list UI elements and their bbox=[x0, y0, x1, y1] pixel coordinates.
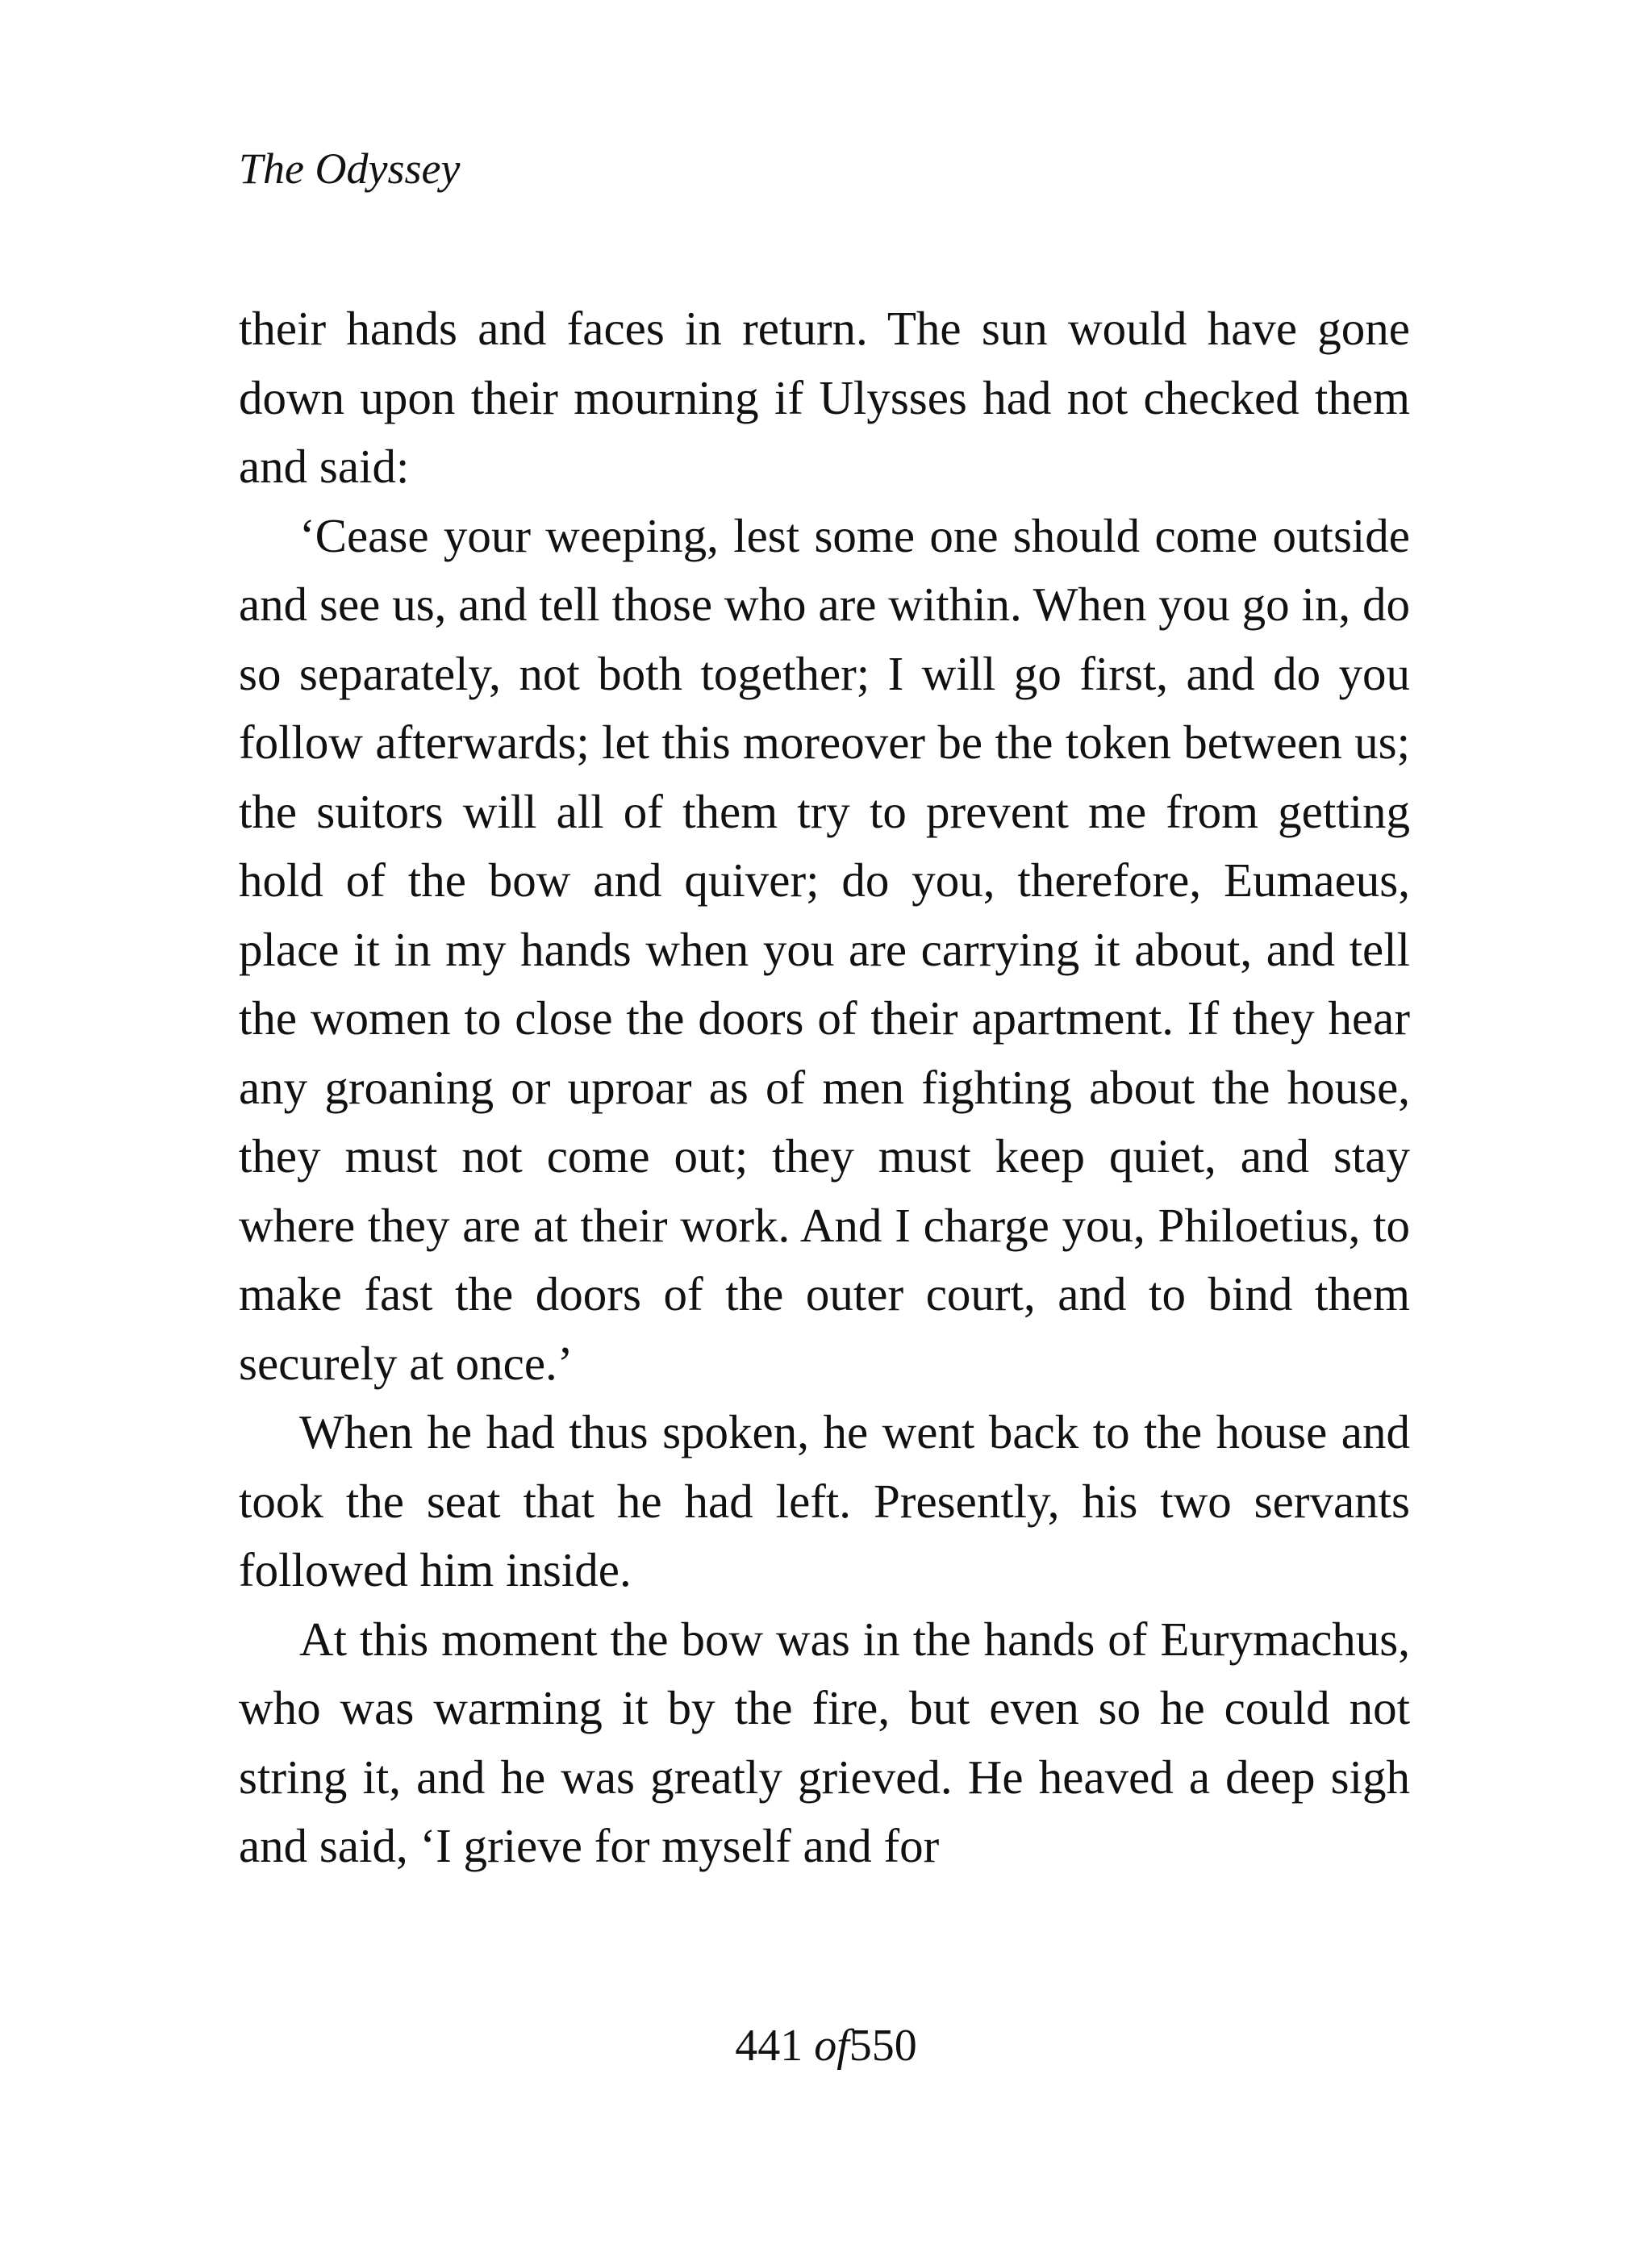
page-body-text bbox=[239, 294, 1410, 1881]
page-of-label: of bbox=[814, 2021, 849, 2071]
paragraph-3: When he had thus spoken, he went back to the house and took the seat that he had left. Presently, his two servants followed him inside. bbox=[239, 1405, 1410, 1596]
paragraph-4: At this moment the bow was in the hands of Eurymachus, who was warming it by the fire, but even so he could not string it, and he was greatly grieved. He heaved a deep sigh and said, ‘I grieve for myself and for bbox=[239, 1612, 1410, 1872]
paragraph-1: their hands and faces in return. The sun would have gone down upon their mourning if Ulysses had not checked them and said: bbox=[239, 302, 1410, 493]
current-page-number: 441 bbox=[735, 2021, 803, 2071]
total-pages-number: 550 bbox=[849, 2021, 917, 2071]
running-head-title: The Odyssey bbox=[239, 144, 461, 193]
paragraph-2: ‘Cease your weeping, lest some one should come outside and see us, and tell those who are within. When you go in, do so separately, not both together; I will go first, and do you follow afterwards; let this moreover be the token between us; the suitors will all of them try to prevent me from getting hold of the bow and quiver; do you, therefore, Eumaeus, place it in my hands when you are carrying it about, and tell the women to close the doors of their apartment. If they hear any groaning or uproar as of men fighting about the house, they must not come out; they must keep quiet, and stay where they are at their work. And I charge you, Philoetius, to make fast the doors of the outer court, and to bind them securely at once.’ bbox=[239, 508, 1410, 1390]
page-number-footer bbox=[0, 2021, 1652, 2071]
